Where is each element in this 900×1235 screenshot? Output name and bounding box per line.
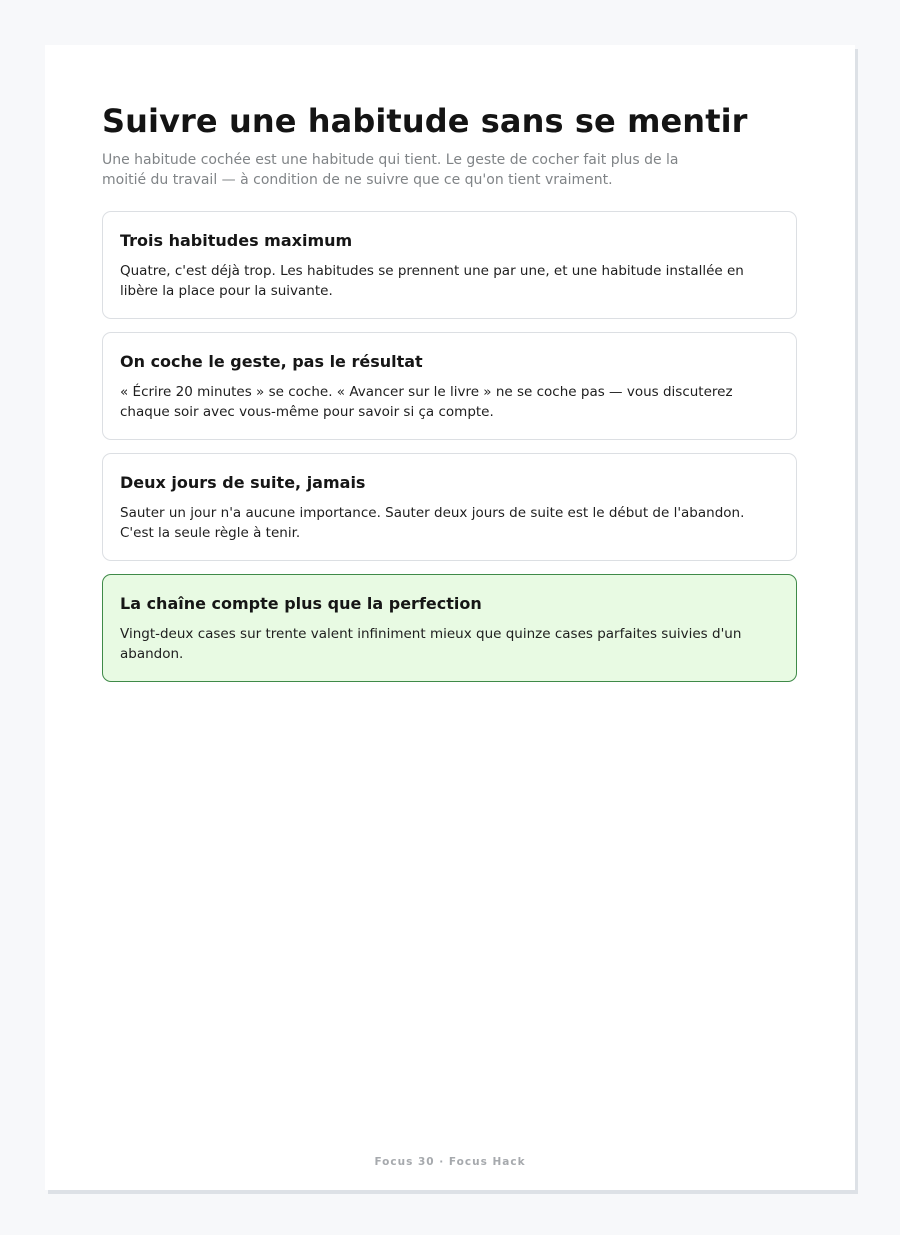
tip-card-body: « Écrire 20 minutes » se coche. « Avancer sur le livre » ne se coche pas — vous discuterez chaque soir avec vous-même pour savoir si ça compte.: [120, 384, 733, 420]
tip-card-title: La chaîne compte plus que la perfection: [120, 594, 482, 613]
tip-card-title: Trois habitudes maximum: [120, 231, 353, 250]
tip-card-title: On coche le geste, pas le résultat: [120, 352, 423, 371]
page-subtitle: Une habitude cochée est une habitude qui tient. Le geste de cocher fait plus de la moitié du travail — à condition de ne suivre que ce qu'on tient vraiment.: [102, 152, 679, 188]
tip-card-check-gesture: [102, 332, 797, 440]
tip-card-two-days: [102, 453, 797, 561]
tips-list: [102, 211, 797, 695]
tip-card-body: Sauter un jour n'a aucune importance. Sauter deux jours de suite est le début de l'abandon. C'est la seule règle à tenir.: [120, 505, 745, 541]
tip-card-three-habits: [102, 211, 797, 319]
tip-card-chain-highlight: [102, 574, 797, 682]
tip-card-title: Deux jours de suite, jamais: [120, 473, 366, 492]
document-page: [45, 45, 855, 1190]
tip-card-body: Vingt-deux cases sur trente valent infiniment mieux que quinze cases parfaites suivies d'un abandon.: [120, 626, 742, 662]
tip-card-body: Quatre, c'est déjà trop. Les habitudes se prennent une par une, et une habitude installée en libère la place pour la suivante.: [120, 263, 744, 299]
page-title: Suivre une habitude sans se mentir: [102, 102, 748, 140]
page-footer: Focus 30 · Focus Hack: [374, 1156, 526, 1168]
